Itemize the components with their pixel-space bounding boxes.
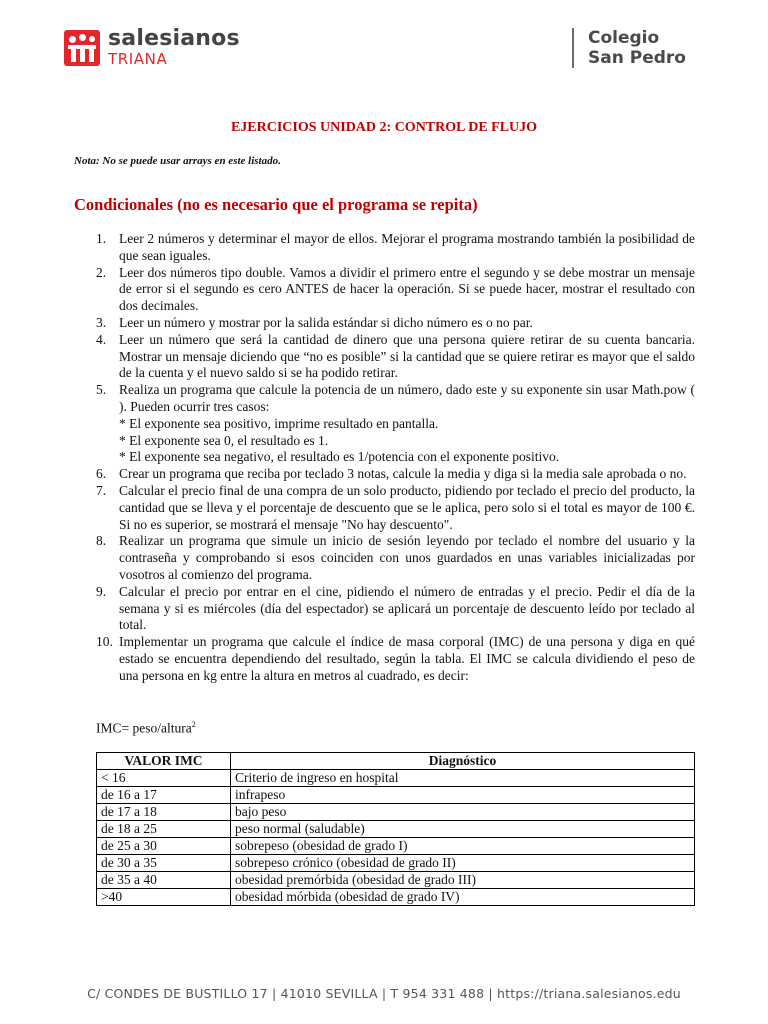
imc-formula [96,720,196,737]
list-item [0,634,695,684]
column-header-valor: VALOR IMC [97,753,231,770]
document-title: EJERCICIOS UNIDAD 2: CONTROL DE FLUJO [230,120,538,135]
imc-table [96,752,695,906]
table-row [97,838,695,855]
table-cell: de 25 a 30 [97,838,231,855]
table-cell: infrapeso [231,787,695,804]
item-text: Leer dos números tipo double. Vamos a dividir el primero entre el segundo y se debe mostrar un mensaje de error si el segundo es cero ANTES de hacer la operación. Si se puede hacer, mostrar el resultado con dos decimales. [119,264,695,314]
item-case: * El exponente sea 0, el resultado es 1. [119,432,329,448]
item-case: * El exponente sea positivo, imprime resultado en pantalla. [119,415,439,431]
divider [572,28,574,68]
table-cell: sobrepeso crónico (obesidad de grado II) [231,855,695,872]
table-row [97,889,695,906]
table-row [97,787,695,804]
formula-text: IMC= peso/altura [96,720,192,736]
item-number: 7. [96,482,107,498]
item-text: Leer 2 números y determinar el mayor de ellos. Mejorar el programa mostrando también la posibilidad de que sean iguales. [119,231,695,263]
table-cell: obesidad premórbida (obesidad de grado III) [231,872,695,889]
list-item [0,483,695,533]
item-text: Realizar un programa que simule un inicio de sesión leyendo por teclado el nombre del usuario y la contraseña y comprobando si esos coinciden con unos guardados en unas variables inicializadas por vosotros al comienzo del programa. [119,533,695,582]
list-item [0,315,695,332]
table-row [97,821,695,838]
table-cell: de 30 a 35 [97,855,231,872]
item-number: 4. [96,331,107,347]
table-header-row [97,753,695,770]
salesianos-logo-icon [64,30,100,66]
table-row [97,872,695,889]
table-cell: obesidad mórbida (obesidad de grado IV) [231,889,695,906]
table-row [97,804,695,821]
page-footer: C/ CONDES DE BUSTILLO 17 | 41010 SEVILLA | T 954 331 488 | https://triana.salesianos.edu [87,986,681,1001]
item-number: 10. [96,634,113,650]
item-case: * El exponente sea negativo, el resultado es 1/potencia con el exponente positivo. [119,449,560,465]
list-item [0,382,695,466]
item-text: Implementar un programa que calcule el índice de masa corporal (IMC) de una persona y diga en qué estado se encuentra dependiendo del resultado, según la tabla. El IMC se calcula dividiendo el peso de una persona en kg entre la altura en metros al cuadrado, es decir: [119,634,695,683]
list-item [0,533,695,583]
item-text: Crear un programa que reciba por teclado 3 notas, calcule la media y diga si la media sale aprobada o no. [119,466,687,482]
table-cell: de 18 a 25 [97,821,231,838]
item-text: Calcular el precio final de una compra de un solo producto, pidiendo por teclado el precio del producto, la cantidad que se lleva y el porcentaje de descuento que se le aplica, pero solo si el total es mayor de 100 €. Si no es superior, se mostrará el mensaje "No hay descuento". [119,482,695,532]
school-logo [572,28,686,68]
table-cell: < 16 [97,770,231,787]
table-row [97,855,695,872]
item-text: Leer un número y mostrar por la salida estándar si dicho número es o no par. [119,314,533,330]
page-header [0,24,768,76]
table-cell: de 16 a 17 [97,787,231,804]
item-number: 5. [96,382,107,398]
list-item [0,584,695,634]
item-number: 2. [96,264,107,280]
table-row [97,770,695,787]
column-header-diagnostico: Diagnóstico [231,753,695,770]
salesianos-logo [64,28,240,67]
item-number: 3. [96,314,107,330]
table-cell: peso normal (saludable) [231,821,695,838]
item-text: Calcular el precio por entrar en el cine, pidiendo el número de entradas y el precio. Pedir el día de la semana y si es miércoles (día del espectador) se aplicará un porcentaje de descuento leído por teclado al total. [119,583,695,633]
item-number: 8. [96,533,107,549]
item-number: 1. [96,231,107,246]
note: Nota: No se puede usar arrays en este listado. [74,155,281,167]
table-cell: sobrepeso (obesidad de grado I) [231,838,695,855]
table-cell: de 35 a 40 [97,872,231,889]
item-number: 9. [96,583,107,599]
list-item [0,466,695,483]
section-heading: Condicionales (no es necesario que el programa se repita) [74,195,478,214]
brand-name: salesianos [108,26,240,51]
school-line-1: Colegio [588,28,660,48]
list-item [0,265,695,315]
table-cell: Criterio de ingreso en hospital [231,770,695,787]
exercise-list [0,231,768,685]
table-cell: bajo peso [231,804,695,821]
list-item [0,332,695,382]
list-item [0,231,695,265]
formula-exponent: 2 [191,720,196,729]
brand-subtitle: TRIANA [108,50,168,68]
table-cell: de 17 a 18 [97,804,231,821]
item-text: Leer un número que será la cantidad de dinero que una persona quiere retirar de su cuenta bancaria. Mostrar un mensaje diciendo que “no es posible” si la cantidad que se quiere retirar es mayor que el saldo de la cuenta y el nuevo saldo si se ha podido retirar. [119,331,695,381]
item-text: Realiza un programa que calcule la potencia de un número, dado este y su exponente sin usar Math.pow ( ). Pueden ocurrir tres casos: [119,382,695,414]
table-cell: >40 [97,889,231,906]
school-line-2: San Pedro [588,48,686,68]
item-number: 6. [96,466,107,482]
